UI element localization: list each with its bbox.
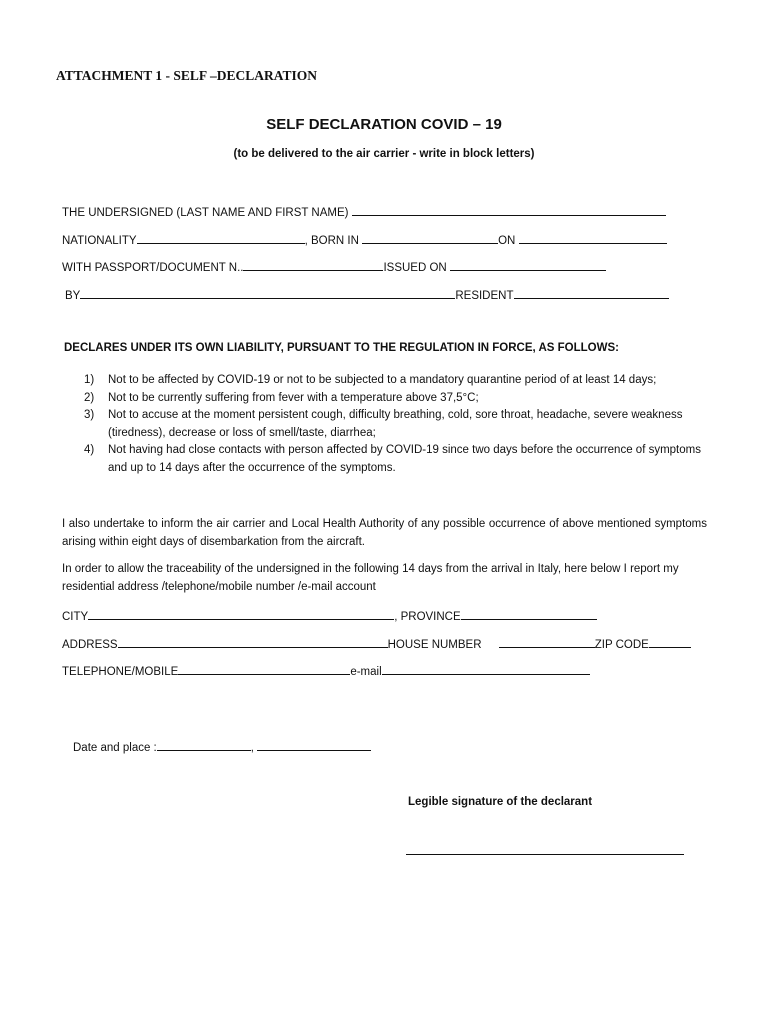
telephone-field[interactable] bbox=[178, 662, 350, 675]
passport-label: WITH PASSPORT/DOCUMENT N.. bbox=[62, 262, 244, 274]
traceability-paragraph: In order to allow the traceability of the undersigned in the following 14 days from the arrival in Italy, here below I report my residential address /telephone/mobile number /e-mail account bbox=[62, 563, 679, 593]
born-on-field[interactable] bbox=[519, 231, 667, 244]
telephone-row bbox=[62, 662, 590, 678]
item-text: Not to accuse at the moment persistent cough, difficulty breathing, cold, sore throat, headache, severe weakness (tiredness), decrease or loss of smell/taste, diarrhea; bbox=[108, 409, 683, 439]
list-item bbox=[56, 372, 716, 390]
declares-heading: DECLARES UNDER ITS OWN LIABILITY, PURSUANT TO THE REGULATION IN FORCE, AS FOLLOWS: bbox=[64, 342, 619, 354]
page-title: SELF DECLARATION COVID – 19 bbox=[266, 116, 502, 133]
born-in-field[interactable] bbox=[362, 231, 498, 244]
item-text: Not to be currently suffering from fever with a temperature above 37,5°C; bbox=[108, 391, 479, 404]
undersigned-field[interactable] bbox=[352, 203, 666, 216]
email-field[interactable] bbox=[382, 662, 590, 675]
list-item bbox=[56, 442, 716, 477]
date-place-row bbox=[73, 738, 371, 754]
signature-label: Legible signature of the declarant bbox=[408, 796, 593, 808]
passport-row bbox=[62, 258, 606, 274]
by-field[interactable] bbox=[80, 286, 455, 299]
item-number: 4) bbox=[84, 444, 95, 456]
house-number-label: HOUSE NUMBER bbox=[387, 639, 482, 651]
address-field[interactable] bbox=[118, 635, 388, 648]
resident-field[interactable] bbox=[514, 286, 669, 299]
date-field[interactable] bbox=[157, 738, 251, 751]
house-number-field[interactable] bbox=[499, 635, 595, 648]
nationality-row bbox=[62, 231, 667, 247]
passport-field[interactable] bbox=[243, 258, 383, 271]
undertake-paragraph: I also undertake to inform the air carrier and Local Health Authority of any possible occurrence of above mentioned symptoms arising within eight days of disembarkation from the aircraft. bbox=[62, 518, 707, 548]
list-item bbox=[56, 390, 716, 408]
undersigned-label: THE UNDERSIGNED (LAST NAME AND FIRST NAME) bbox=[62, 207, 349, 219]
address-row bbox=[62, 635, 691, 651]
item-text: Not having had close contacts with person affected by COVID-19 since two days before the occurrence of symptoms and up to 14 days after the occurrence of the symptoms. bbox=[108, 444, 701, 474]
address-label: ADDRESS bbox=[62, 639, 118, 651]
by-label: BY bbox=[65, 290, 81, 302]
nationality-label: NATIONALITY bbox=[62, 235, 137, 247]
item-number: 1) bbox=[84, 374, 95, 386]
province-label: , PROVINCE bbox=[394, 611, 461, 623]
issued-on-label: ISSUED ON bbox=[383, 262, 447, 274]
city-label: CITY bbox=[62, 611, 89, 623]
undersigned-row bbox=[62, 203, 666, 219]
resident-label: RESIDENT bbox=[455, 290, 514, 302]
page-subtitle: (to be delivered to the air carrier - write in block letters) bbox=[233, 148, 535, 160]
born-in-label: , BORN IN bbox=[304, 235, 359, 247]
email-label: e-mail bbox=[350, 666, 382, 678]
list-item bbox=[56, 407, 716, 442]
attachment-heading: ATTACHMENT 1 - SELF –DECLARATION bbox=[56, 68, 318, 83]
item-number: 2) bbox=[84, 391, 95, 404]
province-field[interactable] bbox=[461, 607, 597, 620]
by-row bbox=[65, 286, 669, 302]
zip-code-field[interactable] bbox=[649, 635, 691, 648]
issued-on-field[interactable] bbox=[450, 258, 606, 271]
declaration-list bbox=[56, 372, 716, 477]
date-comma: , bbox=[250, 742, 254, 754]
born-on-label: ON bbox=[498, 235, 516, 247]
place-field[interactable] bbox=[257, 738, 371, 751]
item-text: Not to be affected by COVID-19 or not to be subjected to a mandatory quarantine period of at least 14 days; bbox=[108, 374, 657, 386]
date-place-label: Date and place : bbox=[73, 742, 157, 754]
city-field[interactable] bbox=[88, 607, 394, 620]
item-number: 3) bbox=[84, 409, 95, 421]
signature-field[interactable] bbox=[406, 842, 684, 855]
telephone-label: TELEPHONE/MOBILE bbox=[62, 666, 179, 678]
city-row bbox=[62, 607, 597, 623]
zip-code-label: ZIP CODE bbox=[594, 639, 649, 651]
nationality-field[interactable] bbox=[137, 231, 305, 244]
